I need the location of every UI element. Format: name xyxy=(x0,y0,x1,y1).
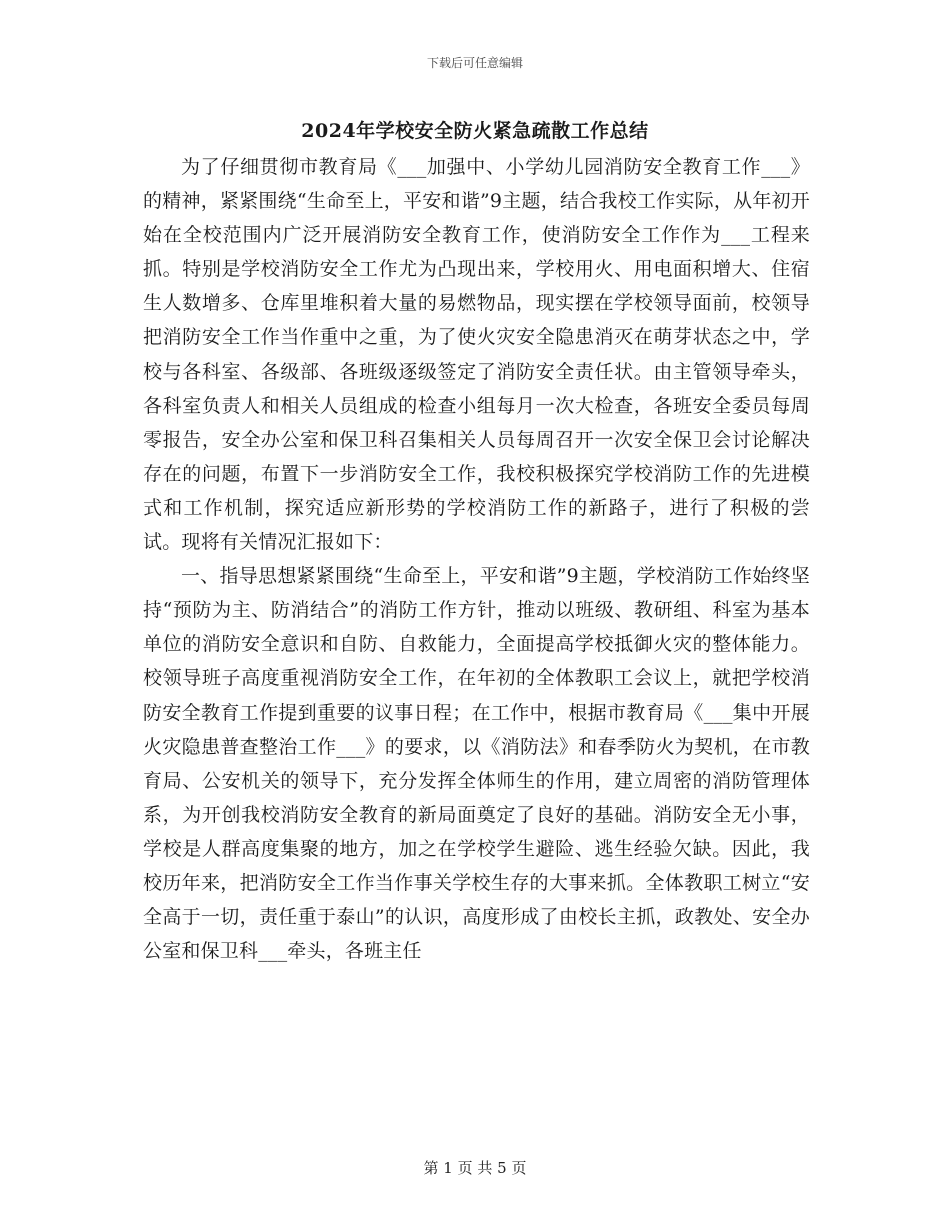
paragraph-guiding-ideology: 一、指导思想紧紧围绕“生命至上，平安和谐”9主题，学校消防工作始终坚持“预防为主、防消结合”的消防工作方针，推动以班级、教研组、科室为基本单位的消防安全意识和自防、自救能力，全面提高学校抵御火灾的整体能力。校领导班子高度重视消防安全工作，在年初的全体教职工会议上，就把学校消防安全教育工作提到重要的议事日程；在工作中，根据市教育局《___集中开展火灾隐患普查整治工作___》的要求，以《消防法》和春季防火为契机，在市教育局、公安机关的领导下，充分发挥全体师生的作用，建立周密的消防管理体系，为开创我校消防安全教育的新局面奠定了良好的基础。消防安全无小事，学校是人群高度集聚的地方，加之在学校学生避险、逃生经验欠缺。因此，我校历年来，把消防安全工作当作事关学校生存的大事来抓。全体教职工树立“安全高于一切，责任重于泰山”的认识，高度形成了由校长主抓，政教处、安全办公室和保卫科___牵头，各班主任 xyxy=(143,565,810,963)
document-title: 2024年学校安全防火紧急疏散工作总结 xyxy=(301,120,649,142)
document-body xyxy=(143,150,810,968)
page-number: 第 1 页 共 5 页 xyxy=(423,1159,527,1177)
paragraph-intro: 为了仔细贯彻市教育局《___加强中、小学幼儿园消防安全教育工作___》的精神，紧紧围绕“生命至上，平安和谐”9主题，结合我校工作实际，从年初开始在全校范围内广泛开展消防安全教育工作，使消防安全工作作为___工程来抓。特别是学校消防安全工作尤为凸现出来，学校用火、用电面积增大、住宿生人数增多、仓库里堆积着大量的易燃物品，现实摆在学校领导面前，校领导把消防安全工作当作重中之重，为了使火灾安全隐患消灭在萌芽状态之中，学校与各科室、各级部、各班级逐级签定了消防安全责任状。由主管领导牵头，各科室负责人和相关人员组成的检查小组每月一次大检查，各班安全委员每周零报告，安全办公室和保卫科召集相关人员每周召开一次安全保卫会讨论解决存在的问题，布置下一步消防安全工作，我校积极探究学校消防工作的先进模式和工作机制，探究适应新形势的学校消防工作的新路子，进行了积极的尝试。现将有关情况汇报如下： xyxy=(143,156,810,554)
header-note: 下载后可任意编辑 xyxy=(426,56,523,70)
